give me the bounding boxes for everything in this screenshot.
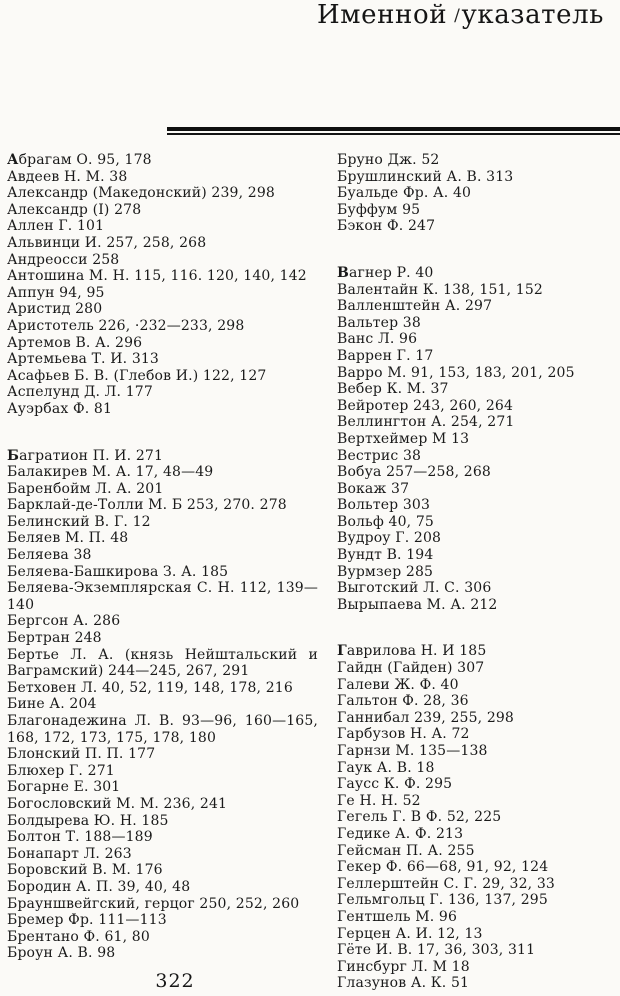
index-entry: Беляева-Башкирова З. А. 185: [7, 563, 229, 580]
letter-group: [337, 643, 620, 991]
page-title-word-2: указатель: [461, 0, 605, 30]
letter-group: [7, 152, 318, 418]
index-entry: Брауншвейгский, герцог 250, 252, 260: [7, 895, 300, 912]
index-entry: Гарнзи М. 135—138: [337, 743, 488, 759]
index-entry: Глазунов А. К. 51: [337, 975, 470, 992]
index-entry: Брентано Ф. 61, 80: [7, 928, 150, 945]
index-columns: [7, 152, 620, 992]
letter-group: [7, 448, 318, 962]
index-entry: Варро М. 91, 153, 183, 201, 205: [337, 364, 575, 381]
index-entry: Бэкон Ф. 247: [337, 218, 436, 235]
index-entry: Ванс Л. 96: [337, 331, 418, 348]
index-entry: Геллерштейн С. Г. 29, 32, 33: [337, 875, 555, 892]
index-entry: Альвинци И. 257, 258, 268: [7, 234, 207, 251]
index-entry: Гаук А. В. 18: [337, 759, 435, 776]
index-entry: Бине А. 204: [7, 696, 97, 713]
index-entry: Беляева 38: [7, 547, 92, 564]
index-entry: Беляев М. П. 48: [7, 530, 129, 547]
index-entry: Брушлинский А. В. 313: [337, 168, 514, 185]
index-entry: Вебер К. М. 37: [337, 381, 449, 398]
index-entry: Белинский В. Г. 12: [7, 513, 151, 530]
index-entry: Гегель Г. В Ф. 52, 225: [337, 809, 502, 826]
double-rule: [167, 127, 620, 135]
index-entry: Гентшель М. 96: [337, 908, 458, 925]
index-entry: Аппун 94, 95: [7, 284, 105, 301]
index-entry: Бертье Л. А. (князь Нейштальский и Ваграмский) 244—245, 267, 291: [7, 646, 318, 680]
index-entry: Аллен Г. 101: [7, 218, 105, 235]
index-entry: Благонадежина Л. В. 93—96, 160—165, 168, 172, 173, 175, 178, 180: [7, 713, 318, 746]
index-entry: Болтон Т. 188—189: [7, 829, 153, 846]
index-entry: Ге Н. Н. 52: [337, 792, 421, 809]
index-entry: Гаврилова Н. И 185: [337, 643, 487, 660]
index-entry: Броун А. В. 98: [7, 945, 116, 962]
index-entry: Вейротер 243, 260, 264: [337, 397, 514, 414]
index-entry: Ауэрбах Ф. 81: [7, 400, 113, 417]
section-lead-letter: Г: [337, 643, 347, 660]
index-entry: Валентайн К. 138, 151, 152: [337, 281, 543, 298]
index-entry: Гекер Ф. 66—68, 91, 92, 124: [337, 859, 549, 876]
index-entry: Вудроу Г. 208: [337, 530, 442, 547]
index-entry: Бруно Дж. 52: [337, 152, 440, 168]
index-entry: Вокаж 37: [337, 480, 410, 497]
index-entry: Варрен Г. 17: [337, 347, 434, 364]
rule-thin-line: [167, 133, 620, 135]
index-entry: Артемов В. А. 296: [7, 334, 143, 351]
index-column-right: [337, 152, 620, 992]
index-entry: Аристид 280: [7, 301, 103, 318]
index-entry: Буальде Фр. А. 40: [337, 185, 472, 202]
index-entry: Вагнер Р. 40: [337, 264, 434, 281]
index-entry: Бергсон А. 286: [7, 613, 121, 630]
index-entry: Аристотель 226, ·232—233, 298: [7, 317, 245, 334]
index-entry: Вундт В. 194: [337, 547, 434, 564]
index-entry: Бородин А. П. 39, 40, 48: [7, 878, 191, 895]
index-entry: Ганнибал 239, 255, 298: [337, 709, 514, 726]
index-entry: Авдеев Н. М. 38: [7, 168, 128, 185]
section-lead-letter: Б: [7, 447, 20, 464]
index-entry: Балакирев М. А. 17, 48—49: [7, 464, 214, 481]
stray-mark: /: [454, 6, 461, 26]
index-entry: Бетховен Л. 40, 52, 119, 148, 178, 216: [7, 679, 293, 696]
index-entry: Блюхер Г. 271: [7, 762, 115, 779]
letter-group: [337, 265, 620, 613]
page-number: 322: [155, 970, 195, 992]
index-entry: Болдырева Ю. Н. 185: [7, 812, 169, 829]
index-entry: Блонский П. П. 177: [7, 746, 156, 763]
index-entry: Бонапарт Л. 263: [7, 845, 132, 862]
index-entry: Гедике А. Ф. 213: [337, 825, 464, 842]
letter-group: [337, 152, 620, 235]
index-entry: Вестрис 38: [337, 447, 422, 464]
index-column-left: [7, 152, 318, 962]
index-entry: Антошина М. Н. 115, 116. 120, 140, 142: [7, 268, 307, 285]
index-entry: Абрагам О. 95, 178: [7, 152, 152, 168]
index-entry: Гаусс К. Ф. 295: [337, 776, 453, 793]
index-entry: Александр (Македонский) 239, 298: [7, 185, 275, 202]
index-entry: Багратион П. И. 271: [7, 447, 164, 464]
index-entry: Гёте И. В. 17, 36, 303, 311: [337, 942, 536, 959]
index-entry: Бремер Фр. 111—113: [7, 912, 167, 929]
index-entry: Выготский Л. С. 306: [337, 580, 492, 597]
index-entry: Гальтон Ф. 28, 36: [337, 693, 469, 710]
index-entry: Валленштейн А. 297: [337, 298, 493, 315]
index-entry: Вурмзер 285: [337, 563, 434, 580]
index-entry: Вальтер 38: [337, 314, 421, 331]
index-entry: Герцен А. И. 12, 13: [337, 925, 483, 942]
index-entry: Вертхеймер М 13: [337, 430, 470, 447]
index-entry: Асафьев Б. В. (Глебов И.) 122, 127: [7, 367, 267, 384]
index-entry: Богословский М. М. 236, 241: [7, 795, 228, 812]
section-lead-letter: А: [7, 152, 19, 168]
index-entry: Беляева-Экземплярская С. Н. 112, 139—140: [7, 580, 318, 613]
rule-thick-line: [167, 127, 620, 131]
index-entry: Гельмгольц Г. 136, 137, 295: [337, 892, 548, 909]
index-entry: Артемьева Т. И. 313: [7, 351, 159, 368]
index-entry: Андреосси 258: [7, 251, 120, 268]
index-entry: Аспелунд Д. Л. 177: [7, 384, 153, 401]
index-entry: Гинсбург Л. М 18: [337, 958, 470, 975]
index-entry: Бертран 248: [7, 630, 102, 647]
index-entry: Александр (I) 278: [7, 201, 142, 218]
page-title-word-1: Именной: [317, 0, 448, 30]
index-entry: Вобуа 257—258, 268: [337, 464, 491, 481]
index-entry: Боровский В. М. 176: [7, 862, 163, 879]
index-entry: Гейсман П. А. 255: [337, 842, 475, 859]
page-title: [317, 0, 604, 30]
index-entry: Гайдн (Гайден) 307: [337, 660, 485, 677]
index-entry: Вольф 40, 75: [337, 513, 434, 530]
index-entry: Баренбойм Л. А. 201: [7, 480, 164, 497]
section-lead-letter: В: [337, 264, 349, 281]
index-entry: Богарне Е. 301: [7, 779, 121, 796]
index-entry: Вырыпаева М. А. 212: [337, 596, 498, 613]
index-entry: Гарбузов Н. А. 72: [337, 726, 470, 743]
index-entry: Буффум 95: [337, 201, 421, 218]
index-entry: Барклай-де-Толли М. Б 253, 270. 278: [7, 497, 287, 514]
index-entry: Галеви Ж. Ф. 40: [337, 676, 459, 693]
index-entry: Вольтер 303: [337, 497, 431, 514]
index-entry: Веллингтон А. 254, 271: [337, 414, 515, 431]
